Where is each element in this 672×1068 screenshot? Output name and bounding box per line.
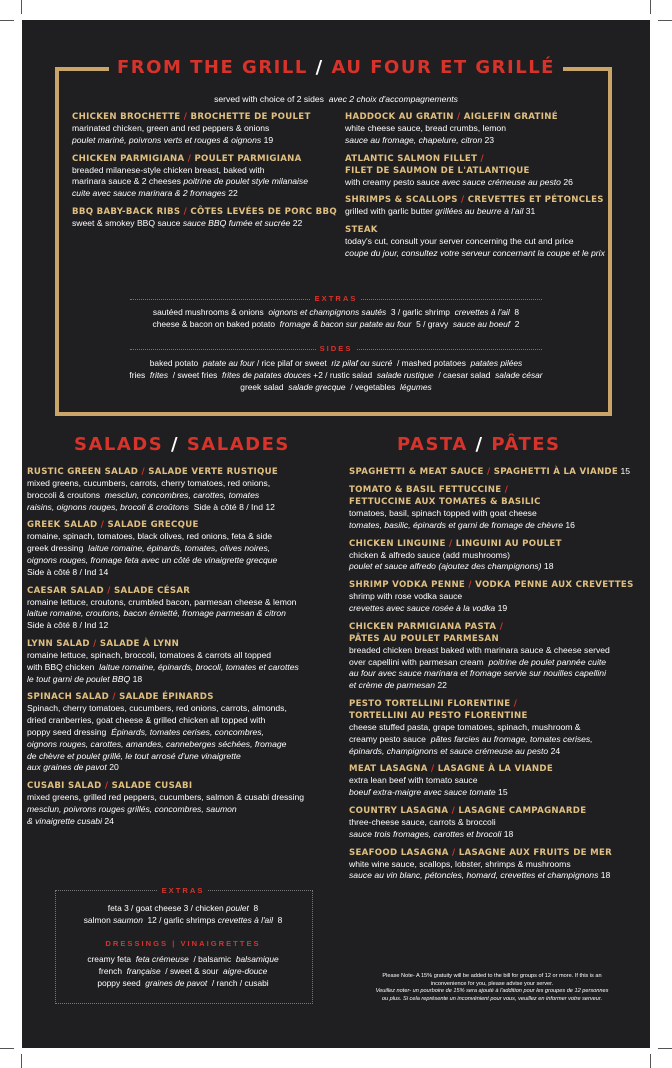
menu-item: LYNN SALAD / SALADE À LYNN romaine lettuce, spinach, broccoli, tomatoes & carrots all topped with BBQ chicken laitue romaine, épinards, brocoli, tomates et carottes le tout garni de poulet BBQ 18 (27, 638, 299, 684)
dressings-label: DRESSINGS | VINAIGRETTES (55, 939, 311, 948)
menu-item: TOMATO & BASIL FETTUCCINE / FETTUCCINE AUX TOMATES & BASILIC tomatoes, basil, spinach topped with goat cheese tomates, basilic, épinards et garni de fromage de chèvre 16 (349, 485, 575, 530)
grill-right-column (345, 111, 615, 266)
item-name-en: CHICKEN PARMIGIANA (72, 153, 185, 164)
menu-item: MEAT LASAGNA / LASAGNE À LA VIANDE extra lean beef with tomato sauce boeuf extra-maigre avec sauce tomate 15 (349, 764, 554, 798)
menu-item: RUSTIC GREEN SALAD / SALADE VERTE RUSTIQUE mixed greens, cucumbers, carrots, cherry tomatoes, red onions, broccoli & croutons mesclun, concombres, carottes, tomates raisins, oignons rouges, brocoli & croûtons Side à côté 8 / Ind 12 (27, 467, 279, 512)
menu-item: ATLANTIC SALMON FILLET / FILET DE SAUMON DE L'ATLANTIQUE with creamy pesto sauce avec sauce crémeuse au pesto 26 (345, 153, 615, 189)
salad-extras-label: EXTRAS (55, 886, 311, 895)
menu-item: PESTO TORTELLINI FLORENTINE / TORTELLINI AU PESTO FLORENTINE cheese stuffed pasta, grape tomatoes, spinach, mushroom & creamy pesto sauce pâtes farcies au fromage, tomates cerises, épinards, champignons et sauce crémeuse au pesto 24 (349, 698, 593, 756)
item-desc: breaded milanese-style chicken breast, baked with (72, 164, 265, 175)
gratuity-note: Please Note- A 15% gratuity will be added to the bill for groups of 12 or more. If this is an inconvenience for you, please advise your server. Veuillez noter- un pourboire de 15% sera ajouté à l'addition pour les groupes de 12 personnes ou plus. Si cela représente un inconvénient pour vous, veuillez en informer votre serveur. (375, 973, 609, 1002)
item-price: 22 (292, 217, 303, 228)
menu-item: CUSABI SALAD / SALADE CUSABI mixed greens, grilled red peppers, cucumbers, salmon & cusabi dressing mesclun, poivrons rouges grillés, concombres, saumon & vinaigrette cusabi 24 (27, 781, 305, 826)
item-name-en: SHRIMPS & SCALLOPS (345, 195, 458, 206)
item-desc-fr: poitrine de poulet style milanaise (183, 176, 308, 187)
menu-item: SPAGHETTI & MEAT SAUCE / SPAGHETTI À LA VIANDE 15 (349, 466, 630, 477)
item-name-en: CHICKEN BROCHETTE (72, 112, 181, 122)
served-en: served with choice of 2 sides (214, 94, 324, 104)
item-desc: white cheese sauce, bread crumbs, lemon (345, 123, 506, 133)
grill-sides: baked potato patate au four / rice pilaf or sweet riz pilaf ou sucré / mashed potatoes patates pilées fries frites / sweet fries frites de patates douces +2 / rustic salad salade rustique / caesar salad salade césar greek salad salade grecque / vegetables légumes (129, 358, 543, 392)
title-slash: / (315, 57, 324, 78)
item-desc-fr: grillées au beurre à l'ail (435, 206, 524, 217)
menu-item: COUNTRY LASAGNA / LASAGNE CAMPAGNARDE three-cheese sauce, carrots & broccoli sauce trois fromages, carottes et brocoli 18 (349, 805, 587, 839)
item-price: 26 (563, 176, 573, 187)
item-name-en: ATLANTIC SALMON FILLET (345, 153, 478, 164)
item-name-fr: BROCHETTE DE POULET (190, 112, 311, 122)
item-desc: grilled with garlic butter (345, 206, 433, 217)
menu-item: GREEK SALAD / SALADE GRECQUE romaine, spinach, tomatoes, black olives, red onions, feta & side greek dressing laitue romaine, épinards, tomates, olives noires, oignons rouges, fromage feta avec un côté de vinaigrette grecque Side à côté 8 / Ind 14 (27, 520, 278, 577)
salad-extras: feta 3 / goat cheese 3 / chicken poulet 8 salmon saumon 12 / garlic shrimps crevettes à l'ail 8 (83, 903, 283, 925)
item-desc-fr: coupe du jour, consultez votre serveur concernant la coupe et le prix (345, 247, 605, 258)
menu-page (22, 20, 650, 1048)
item-name-en: STEAK (345, 225, 378, 236)
served-with (22, 94, 650, 104)
item-desc-fr: poulet mariné, poivrons verts et rouges & oignons (72, 134, 262, 145)
item-desc-fr: sauce BBQ fumée et sucrée (182, 217, 291, 228)
menu-item: BBQ BABY-BACK RIBS / CÔTES LEVÉES DE PORC BBQ sweet & smokey BBQ sauce sauce BBQ fumée et sucrée 22 (72, 206, 337, 228)
menu-item: CHICKEN PARMIGIANA / POULET PARMIGIANA breaded milanese-style chicken breast, baked with marinara sauce & 2 cheeses poitrine de poulet style milanaise cuite avec sauce marinara & 2 fromages 22 (72, 153, 347, 200)
pasta-title: PASTA / PÂTES (397, 434, 561, 455)
grill-title-en: FROM THE GRILL (117, 57, 308, 78)
item-desc-fr: cuite avec sauce marinara & 2 fromages (72, 188, 226, 199)
menu-item: CHICKEN PARMIGIANA PASTA / PÂTES AU POULET PARMESAN breaded chicken breast baked with marinara sauce & cheese served over capellini with parmesan cream poitrine de poulet pannée cuite au four avec sauce marinara et fromage servie sur nouilles capellini et crème de parmesan 22 (349, 621, 610, 691)
menu-item: CHICKEN BROCHETTE / BROCHETTE DE POULET marinated chicken, green and red peppers & onions poulet mariné, poivrons verts et rouges & oignons 19 (72, 111, 347, 147)
menu-item: CHICKEN LINGUINE / LINGUINI AU POULET chicken & alfredo sauce (add mushrooms) poulet et sauce alfredo (ajoutez des champignons) 18 (349, 538, 562, 572)
menu-item: SHRIMP VODKA PENNE / VODKA PENNE AUX CREVETTES shrimp with rose vodka sauce crevettes avec sauce rosée à la vodka 19 (349, 580, 634, 613)
dressings: creamy feta feta crémeuse / balsamic balsamique french française / sweet & sour aigre-douce poppy seed graines de pavot / ranch / cusabi (87, 954, 279, 988)
grill-extras-label: EXTRAS (22, 294, 650, 303)
item-name-fr: FILET DE SAUMON DE L'ATLANTIQUE (345, 165, 530, 176)
item-desc: sweet & smokey BBQ sauce (72, 217, 181, 228)
menu-item: SPINACH SALAD / SALADE ÉPINARDS Spinach, cherry tomatoes, cucumbers, red onions, carrots, almonds, dried cranberries, goat cheese & grilled chicken all topped with poppy seed dressing Épinards, tomates cerises, concombres, oignons rouges, carottes, amandes, canneberges séchées, fromage de chèvre et poulet grillé, le tout arrosé d'une vinaigrette aux graines de pavot 20 (27, 692, 287, 773)
item-name-en: HADDOCK AU GRATIN (345, 112, 454, 122)
menu-item: SEAFOOD LASAGNA / LASAGNE AUX FRUITS DE MER white wine sauce, scallops, lobster, shrimps & mushrooms sauce au vin blanc, pétoncles, homard, crevettes et champignons 18 (349, 847, 613, 881)
salads-column (27, 466, 339, 834)
item-name-fr: AIGLEFIN GRATINÉ (463, 112, 558, 122)
item-desc: with creamy pesto sauce (345, 176, 440, 187)
grill-sides-label: SIDES (22, 344, 650, 353)
item-desc: marinara sauce & 2 cheeses (72, 176, 181, 187)
menu-item (345, 224, 615, 260)
item-name-fr: CREVETTES ET PÉTONCLES (467, 195, 604, 206)
menu-item: CAESAR SALAD / SALADE CÉSAR romaine lettuce, croutons, crumbled bacon, parmesan cheese & lemon laitue romaine, croutons, bacon émietté, fromage parmesan & citron Side à côté 8 / Ind 12 (27, 585, 297, 631)
grill-title (22, 57, 650, 78)
item-name-en: BBQ BABY-BACK RIBS (72, 206, 181, 217)
item-name-fr: POULET PARMIGIANA (194, 153, 302, 164)
item-price: 31 (525, 206, 536, 217)
item-desc: marinated chicken, green and red peppers & onions (72, 123, 270, 133)
item-price: 23 (484, 134, 495, 145)
item-price: 22 (228, 188, 238, 199)
grill-extras: sautéed mushrooms & onions oignons et champignons sautés 3 / garlic shrimp crevettes à l'ail 8 cheese & bacon on baked potato fromage & bacon sur patate au four 5 / gravy sauce au boeuf 2 (152, 307, 520, 329)
item-desc: today's cut, consult your server concerning the cut and price (345, 236, 574, 247)
pasta-column (349, 466, 644, 888)
item-desc-fr: sauce au fromage, chapelure, citron (345, 134, 483, 145)
item-name-fr: CÔTES LEVÉES DE PORC BBQ (190, 206, 337, 217)
served-fr: avec 2 choix d'accompagnements (328, 94, 458, 104)
menu-item: SHRIMPS & SCALLOPS / CREVETTES ET PÉTONCLES grilled with garlic butter grillées au beurre à l'ail 31 (345, 195, 604, 217)
item-desc-fr: avec sauce crémeuse au pesto (441, 176, 561, 187)
grill-left-column (72, 111, 347, 236)
salads-title: SALADS / SALADES (74, 434, 290, 455)
grill-title-fr: AU FOUR ET GRILLÉ (331, 57, 555, 78)
menu-item: HADDOCK AU GRATIN / AIGLEFIN GRATINÉ white cheese sauce, bread crumbs, lemon sauce au fromage, chapelure, citron 23 (345, 111, 615, 147)
item-price: 19 (263, 134, 274, 145)
